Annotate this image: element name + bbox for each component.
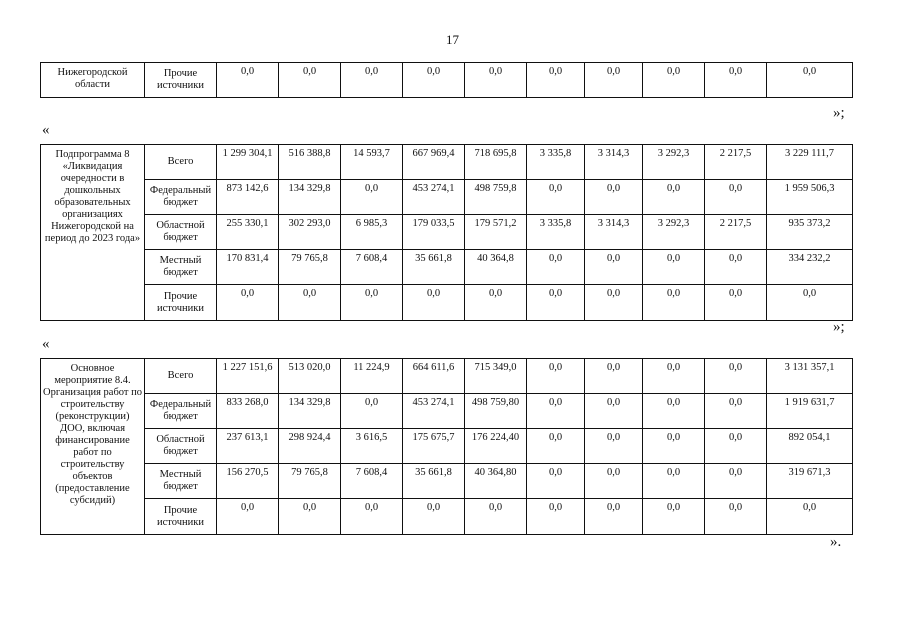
value-cell: 1 299 304,1 (217, 145, 279, 180)
value-cell: 3 616,5 (341, 429, 403, 464)
value-cell: 0,0 (705, 63, 767, 98)
funding-source-cell: Областной бюджет (145, 215, 217, 250)
value-cell: 0,0 (643, 429, 705, 464)
value-cell: 0,0 (585, 285, 643, 321)
value-cell: 302 293,0 (279, 215, 341, 250)
value-cell: 0,0 (341, 285, 403, 321)
value-cell: 0,0 (527, 250, 585, 285)
value-cell: 3 131 357,1 (767, 359, 853, 394)
table-row (41, 250, 853, 285)
value-cell: 0,0 (767, 285, 853, 321)
value-cell: 0,0 (527, 180, 585, 215)
table-row (41, 63, 853, 98)
value-cell: 3 292,3 (643, 215, 705, 250)
value-cell: 179 571,2 (465, 215, 527, 250)
opening-quote: « (42, 336, 50, 352)
table-row (41, 499, 853, 535)
page-number: 17 (446, 32, 459, 47)
table-main-activity-8-4 (40, 358, 853, 535)
funding-source-cell: Областной бюджет (145, 429, 217, 464)
closing-quote: »; (833, 105, 845, 121)
value-cell: 3 314,3 (585, 145, 643, 180)
value-cell: 0,0 (217, 499, 279, 535)
value-cell: 0,0 (585, 499, 643, 535)
value-cell: 176 224,40 (465, 429, 527, 464)
value-cell: 1 227 151,6 (217, 359, 279, 394)
value-cell: 0,0 (705, 429, 767, 464)
value-cell: 0,0 (705, 359, 767, 394)
value-cell: 667 969,4 (403, 145, 465, 180)
value-cell: 0,0 (643, 394, 705, 429)
value-cell: 0,0 (705, 285, 767, 321)
value-cell: 3 229 111,7 (767, 145, 853, 180)
value-cell: 79 765,8 (279, 464, 341, 499)
funding-source-cell: Прочие источники (145, 285, 217, 321)
value-cell: 0,0 (403, 63, 465, 98)
value-cell: 935 373,2 (767, 215, 853, 250)
value-cell: 35 661,8 (403, 464, 465, 499)
funding-source-cell: Местный бюджет (145, 464, 217, 499)
value-cell: 0,0 (643, 285, 705, 321)
value-cell: 3 292,3 (643, 145, 705, 180)
funding-source-cell: Прочие источники (145, 499, 217, 535)
value-cell: 498 759,80 (465, 394, 527, 429)
funding-source-cell: Всего (145, 359, 217, 394)
value-cell: 0,0 (585, 63, 643, 98)
table-row (41, 429, 853, 464)
value-cell: 0,0 (585, 180, 643, 215)
value-cell: 0,0 (465, 63, 527, 98)
program-name-cell: Нижегородской области (41, 63, 145, 98)
table-row (41, 359, 853, 394)
closing-quote: »; (833, 319, 845, 335)
value-cell: 0,0 (527, 394, 585, 429)
value-cell: 0,0 (767, 499, 853, 535)
value-cell: 2 217,5 (705, 215, 767, 250)
value-cell: 833 268,0 (217, 394, 279, 429)
table-row (41, 285, 853, 321)
value-cell: 0,0 (585, 394, 643, 429)
funding-source-cell: Федеральный бюджет (145, 180, 217, 215)
value-cell: 0,0 (643, 499, 705, 535)
program-name-cell: Основное мероприятие 8.4. Организация работ по строительству (реконструкции) ДОО, включая финансирование работ по строительству объектов (предоставление субсидий) (41, 359, 145, 535)
value-cell: 0,0 (465, 499, 527, 535)
value-cell: 0,0 (643, 250, 705, 285)
value-cell: 298 924,4 (279, 429, 341, 464)
value-cell: 0,0 (527, 63, 585, 98)
value-cell: 79 765,8 (279, 250, 341, 285)
value-cell: 35 661,8 (403, 250, 465, 285)
value-cell: 0,0 (643, 63, 705, 98)
value-cell: 255 330,1 (217, 215, 279, 250)
value-cell: 0,0 (527, 464, 585, 499)
value-cell: 453 274,1 (403, 394, 465, 429)
value-cell: 0,0 (279, 499, 341, 535)
value-cell: 0,0 (279, 285, 341, 321)
table-row (41, 145, 853, 180)
value-cell: 0,0 (341, 394, 403, 429)
value-cell: 1 919 631,7 (767, 394, 853, 429)
value-cell: 2 217,5 (705, 145, 767, 180)
value-cell: 498 759,8 (465, 180, 527, 215)
value-cell: 0,0 (767, 63, 853, 98)
value-cell: 179 033,5 (403, 215, 465, 250)
funding-source-cell: Прочие источники (145, 63, 217, 98)
value-cell: 0,0 (341, 180, 403, 215)
value-cell: 0,0 (643, 180, 705, 215)
value-cell: 0,0 (403, 499, 465, 535)
value-cell: 0,0 (705, 250, 767, 285)
value-cell: 0,0 (705, 180, 767, 215)
value-cell: 7 608,4 (341, 464, 403, 499)
table-row (41, 394, 853, 429)
value-cell: 319 671,3 (767, 464, 853, 499)
value-cell: 0,0 (527, 359, 585, 394)
value-cell: 892 054,1 (767, 429, 853, 464)
value-cell: 0,0 (403, 285, 465, 321)
value-cell: 453 274,1 (403, 180, 465, 215)
value-cell: 0,0 (585, 359, 643, 394)
funding-source-cell: Федеральный бюджет (145, 394, 217, 429)
table-row (41, 215, 853, 250)
value-cell: 7 608,4 (341, 250, 403, 285)
value-cell: 0,0 (585, 250, 643, 285)
value-cell: 237 613,1 (217, 429, 279, 464)
value-cell: 156 270,5 (217, 464, 279, 499)
value-cell: 516 388,8 (279, 145, 341, 180)
value-cell: 873 142,6 (217, 180, 279, 215)
value-cell: 718 695,8 (465, 145, 527, 180)
table-row (41, 180, 853, 215)
value-cell: 0,0 (527, 429, 585, 464)
funding-source-cell: Всего (145, 145, 217, 180)
value-cell: 3 335,8 (527, 145, 585, 180)
value-cell: 40 364,80 (465, 464, 527, 499)
value-cell: 0,0 (341, 63, 403, 98)
final-quote: ». (830, 534, 842, 550)
value-cell: 334 232,2 (767, 250, 853, 285)
value-cell: 664 611,6 (403, 359, 465, 394)
value-cell: 0,0 (705, 464, 767, 499)
value-cell: 175 675,7 (403, 429, 465, 464)
value-cell: 0,0 (643, 464, 705, 499)
value-cell: 3 314,3 (585, 215, 643, 250)
value-cell: 0,0 (465, 285, 527, 321)
value-cell: 0,0 (585, 429, 643, 464)
value-cell: 134 329,8 (279, 394, 341, 429)
value-cell: 134 329,8 (279, 180, 341, 215)
value-cell: 3 335,8 (527, 215, 585, 250)
value-cell: 1 959 506,3 (767, 180, 853, 215)
value-cell: 170 831,4 (217, 250, 279, 285)
value-cell: 14 593,7 (341, 145, 403, 180)
value-cell: 513 020,0 (279, 359, 341, 394)
opening-quote: « (42, 122, 50, 138)
value-cell: 0,0 (585, 464, 643, 499)
table-subprogram-8 (40, 144, 853, 321)
value-cell: 0,0 (217, 63, 279, 98)
value-cell: 0,0 (527, 499, 585, 535)
value-cell: 0,0 (341, 499, 403, 535)
value-cell: 40 364,8 (465, 250, 527, 285)
value-cell: 11 224,9 (341, 359, 403, 394)
value-cell: 0,0 (527, 285, 585, 321)
value-cell: 0,0 (705, 394, 767, 429)
table-funding-continuation (40, 62, 853, 98)
table-row (41, 464, 853, 499)
value-cell: 0,0 (643, 359, 705, 394)
value-cell: 0,0 (705, 499, 767, 535)
value-cell: 6 985,3 (341, 215, 403, 250)
program-name-cell: Подпрограмма 8 «Ликвидация очередности в дошкольных образовательных организациях Нижегородской на период до 2023 года» (41, 145, 145, 321)
value-cell: 0,0 (279, 63, 341, 98)
funding-source-cell: Местный бюджет (145, 250, 217, 285)
value-cell: 0,0 (217, 285, 279, 321)
value-cell: 715 349,0 (465, 359, 527, 394)
